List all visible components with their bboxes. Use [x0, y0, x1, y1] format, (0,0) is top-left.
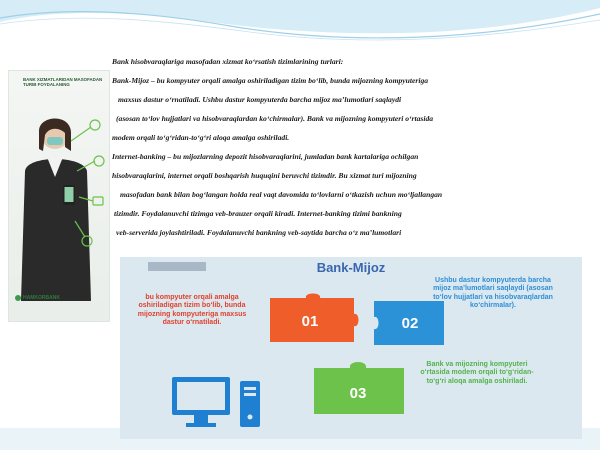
main-text: [112, 52, 590, 242]
promo-image: [8, 70, 110, 322]
logo-mark: [15, 295, 21, 301]
paragraph-line: (asosan to‘lov hujjatlari va hisobvaraqlardan ko‘chirmalar). Bank va mijozning kompyuteri o‘rtasida: [116, 114, 434, 123]
paragraph-line: masofadan bank bilan bog‘langan holda real vaqt davomida to‘lovlarni o‘tkazish uchun mo‘ljallangan: [120, 190, 443, 199]
puzzle-piece-03: [310, 360, 410, 420]
piece-02-label: 02: [401, 315, 419, 332]
computer-icon: [170, 375, 270, 431]
paragraph-line: Internet-banking – bu mijozlarning depozit hisobvaraqlarini, jumladan bank kartalariga ochilgan: [112, 152, 419, 161]
diagram-title: Bank-Mijoz: [316, 260, 386, 275]
bank-logo: [15, 295, 60, 301]
paragraph-line: veb-serverida joylashtiriladi. Foydalanuvchi bankning veb-saytida barcha o‘z ma’lumotlari: [116, 228, 402, 237]
promo-title: BANK XIZMATLARIDAN MASOFADAN TURIB FOYDALANING: [23, 77, 103, 88]
heading: Bank hisobvaraqlariga masofadan xizmat ko‘rsatish tizimlarining turlari:: [112, 57, 344, 66]
paragraph-line: Bank-Mijoz – bu kompyuter orqali amalga oshiriladigan tizim bo‘lib, bunda mijozning kompyuteriga: [112, 76, 429, 85]
bank-mijoz-diagram: [120, 257, 582, 439]
piece-03-label: 03: [349, 385, 367, 402]
logo-text: HAMKORBANK: [23, 295, 60, 301]
paragraph-line: maxsus dastur o‘rnatiladi. Ushbu dastur kompyuterda barcha mijoz ma’lumotlari saqlaydi: [118, 95, 402, 104]
step-3-text: Bank va mijozning kompyuteri o‘rtasida modem orqali to‘g‘ridan-to‘g‘ri aloqa amalga oshiriladi.: [420, 361, 534, 385]
puzzle-piece-01: [266, 292, 362, 348]
piece-01-label: 01: [301, 313, 319, 330]
step-1-text: bu kompyuter orqali amalga oshiriladigan tizim bo‘lib, bunda mijozning kompyuteriga maxsus dastur o‘rnatiladi.: [137, 294, 247, 327]
paragraph-line: modem orqali to‘g‘ridan-to‘g‘ri aloqa amalga oshiriladi.: [112, 133, 290, 142]
woman-with-phone-illustration: [9, 101, 109, 301]
paragraph-line: tizimdir. Foydalanuvchi tizimga veb-brauzer orqali kiradi. Internet-banking tizimi bankning: [114, 209, 402, 218]
header-wave: [0, 0, 600, 60]
puzzle-piece-02: [368, 295, 452, 351]
step-2-text: Ushbu dastur kompyuterda barcha mijoz ma’lumotlari saqlaydi (asosan to‘lov hujjatlari va hisobvaraqlardan ko‘chirmalar).: [433, 277, 553, 310]
paragraph-line: hisobvaraqlarini, internet orqali boshqarish huquqini beruvchi tizimdir. Bu xizmat turi mijozning: [112, 171, 417, 180]
